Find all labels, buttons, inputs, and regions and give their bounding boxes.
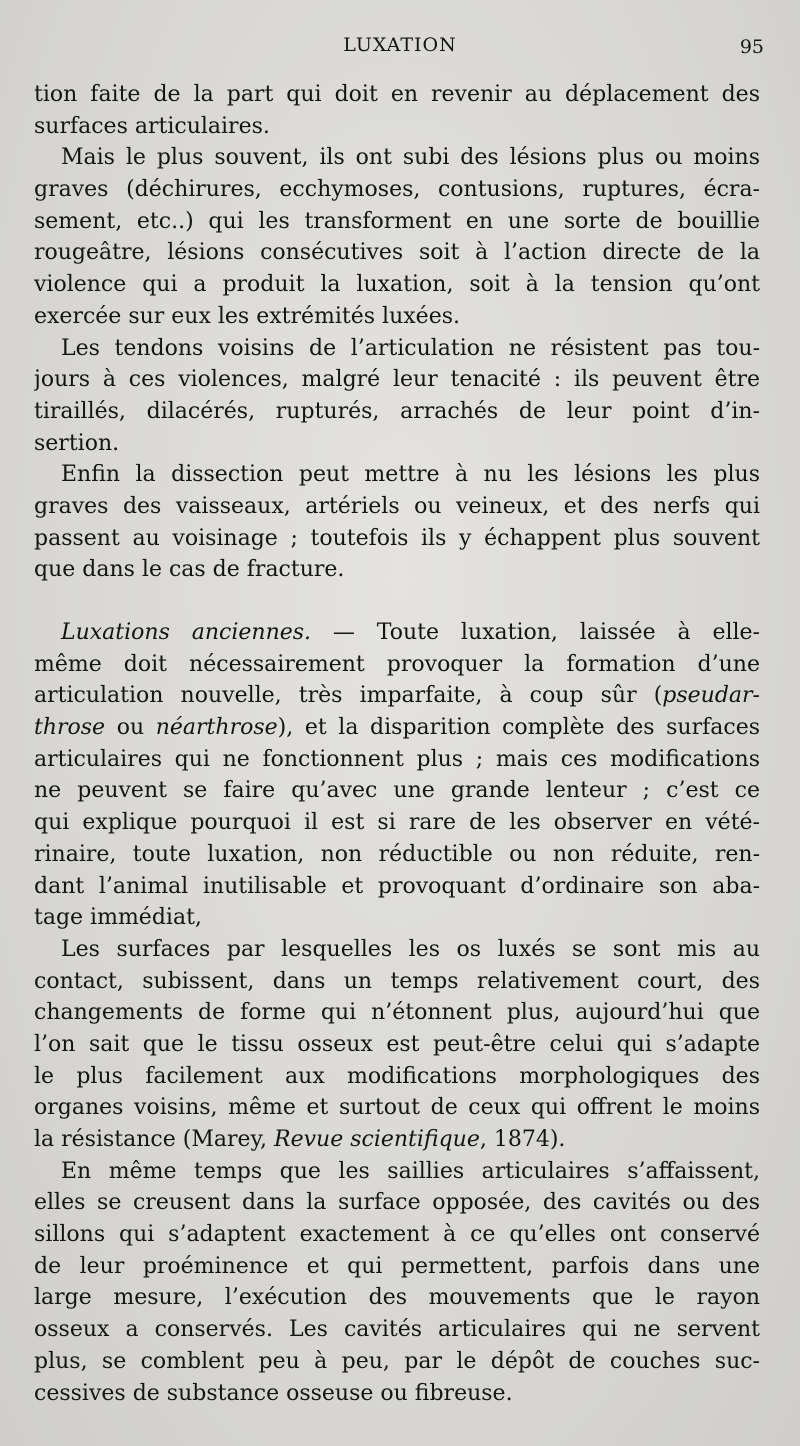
running-head — [0, 34, 800, 60]
text-line: large mesure, l’exécution des mouvements que le rayon — [34, 1285, 760, 1311]
text-line: sement, etc..) qui les transforment en une sorte de bouillie — [34, 208, 760, 234]
text-line: tage immédiat, — [34, 905, 202, 931]
italic-phrase: pseudar- — [662, 683, 760, 709]
text-line: rinaire, toute luxation, non réductible ou non réduite, ren- — [34, 841, 760, 867]
section-gap — [34, 586, 760, 617]
text-line: tion faite de la part qui doit en revenir au déplacement des — [34, 82, 760, 107]
text-line: articulation nouvelle, très imparfaite, à coup sûr (pseudar- — [34, 683, 760, 709]
text-line: même doit nécessairement provoquer la formation d’une — [34, 651, 760, 677]
text-line: passent au voisinage ; toutefois ils y échappent plus souvent — [34, 525, 760, 551]
text-line: jours à ces violences, malgré leur tenacité : ils peuvent être — [34, 367, 760, 393]
text-line: violence qui a produit la luxation, soit à la tension qu’ont — [34, 272, 760, 298]
paragraph — [34, 1156, 760, 1410]
italic-phrase: néarthrose — [155, 715, 278, 741]
paragraph — [34, 142, 760, 332]
text-line: Les tendons voisins de l’articulation ne résistent pas tou- — [61, 335, 760, 361]
text-line: l’on sait que le tissu osseux est peut-être celui qui s’adapte — [34, 1031, 760, 1057]
text-line: cessives de substance osseuse ou fibreuse. — [34, 1380, 513, 1406]
page-number: 95 — [739, 36, 764, 58]
paragraph — [34, 79, 760, 142]
text-line: contact, subissent, dans un temps relativement court, des — [34, 968, 760, 994]
text-line: Enfin la dissection peut mettre à nu les lésions les plus — [61, 462, 760, 488]
text-line: qui explique pourquoi il est si rare de les observer en vété- — [34, 810, 760, 836]
text-line: throse ou néarthrose), et la disparition complète des surfaces — [34, 715, 760, 741]
text-line: exercée sur eux les extrémités luxées. — [34, 303, 460, 329]
paragraph — [34, 934, 760, 1156]
text-line: graves des vaisseaux, artériels ou veineux, et des nerfs qui — [34, 493, 760, 519]
text-line: de leur proéminence et qui permettent, parfois dans une — [34, 1253, 760, 1279]
text-line: changements de forme qui n’étonnent plus, aujourd’hui que — [34, 1000, 760, 1026]
italic-phrase: throse — [34, 715, 106, 741]
text-line: le plus facilement aux modifications morphologiques des — [34, 1063, 760, 1089]
body-text — [34, 79, 760, 1409]
text-line: que dans le cas de fracture. — [34, 557, 345, 583]
text-line: En même temps que les saillies articulaires s’affaissent, — [61, 1158, 760, 1184]
text-line: plus, se comblent peu à peu, par le dépôt de couches suc- — [34, 1348, 760, 1374]
paragraph — [34, 459, 760, 586]
text-line: la résistance (Marey, Revue scientifique, 1874). — [34, 1127, 566, 1152]
text-line: Les surfaces par lesquelles les os luxés se sont mis au — [61, 936, 760, 962]
text-line: sertion. — [34, 430, 120, 456]
text-line: elles se creusent dans la surface opposée, des cavités ou des — [34, 1190, 760, 1216]
paragraph — [34, 333, 760, 460]
text-line: ne peuvent se faire qu’avec une grande lenteur ; c’est ce — [34, 778, 760, 804]
text-line: sillons qui s’adaptent exactement à ce qu’elles ont conservé — [34, 1222, 760, 1248]
text-line: articulaires qui ne fonctionnent plus ; mais ces modifications — [34, 746, 760, 772]
running-title: LUXATION — [343, 34, 457, 56]
text-line: surfaces articulaires. — [34, 113, 270, 139]
paragraph — [34, 617, 760, 934]
text-line: rougeâtre, lésions consécutives soit à l’action directe de la — [34, 240, 760, 266]
text-line: osseux a conservés. Les cavités articulaires qui ne servent — [34, 1317, 760, 1343]
italic-phrase: Luxations anciennes. — [61, 620, 312, 645]
text-line: graves (déchirures, ecchymoses, contusions, ruptures, écra- — [34, 177, 760, 203]
text-line: dant l’animal inutilisable et provoquant d’ordinaire son aba- — [34, 873, 760, 899]
section-heading-line: Luxations anciennes. — Toute luxation, laissée à elle- — [61, 620, 760, 645]
text-line: organes voisins, même et surtout de ceux qui offrent le moins — [34, 1095, 760, 1121]
text-line: tiraillés, dilacérés, rupturés, arrachés de leur point d’in- — [34, 398, 760, 424]
text-line: Mais le plus souvent, ils ont subi des lésions plus ou moins — [61, 145, 760, 171]
italic-phrase: Revue scientifique — [274, 1127, 480, 1152]
